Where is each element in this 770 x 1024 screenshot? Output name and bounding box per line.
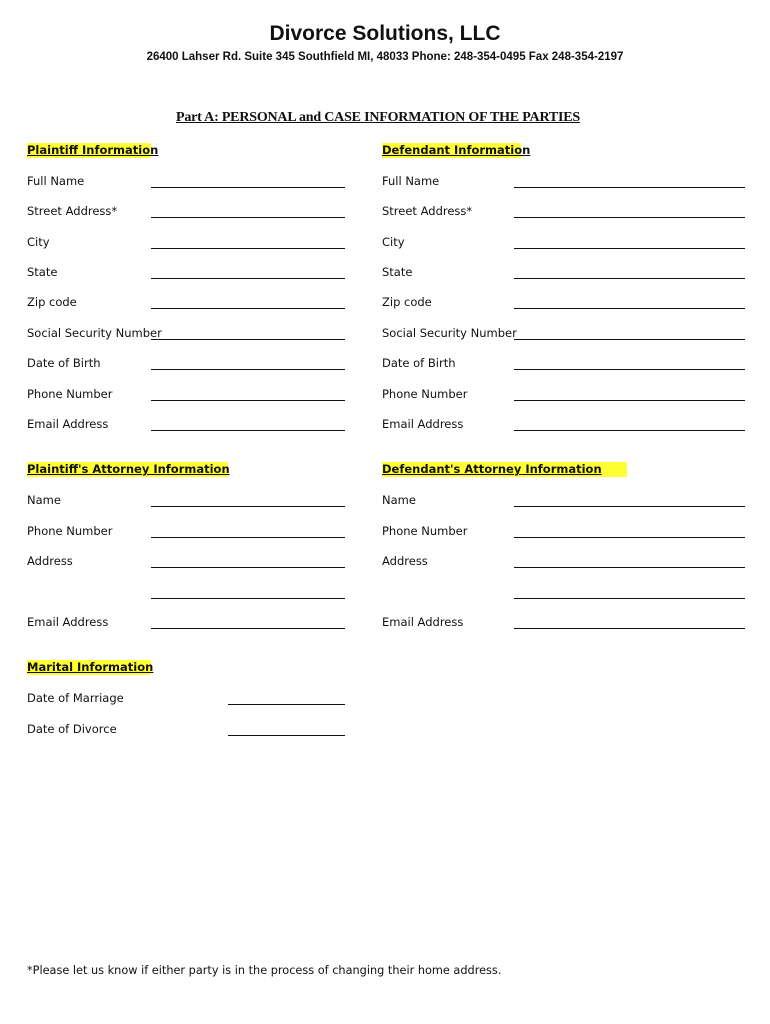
defendant-attorney-email-label: Email Address [382, 615, 464, 629]
plaintiff-ssn-field[interactable] [151, 339, 345, 340]
plaintiff-street-address-field[interactable] [151, 217, 345, 218]
plaintiff-city-label: City [27, 235, 50, 249]
defendant-attorney-address-label: Address [382, 554, 428, 568]
plaintiff-city-field[interactable] [151, 248, 345, 249]
date-of-divorce-label: Date of Divorce [27, 722, 117, 736]
company-title: Divorce Solutions, LLC [269, 22, 501, 45]
company-address: 26400 Lahser Rd. Suite 345 Southfield MI, 48033 Phone: 248-354-0495 Fax 248-354-2197 [146, 51, 624, 63]
defendant-zip-label: Zip code [382, 295, 432, 309]
defendant-ssn-field[interactable] [514, 339, 745, 340]
plaintiff-attorney-address-line-2-field[interactable] [151, 598, 345, 599]
defendant-attorney-name-field[interactable] [514, 506, 745, 507]
plaintiff-zip-field[interactable] [151, 308, 345, 309]
defendant-full-name-field[interactable] [514, 187, 745, 188]
plaintiff-info-heading: Plaintiff Information [27, 143, 159, 157]
plaintiff-zip-label: Zip code [27, 295, 77, 309]
date-of-marriage-field[interactable] [228, 704, 345, 705]
plaintiff-email-field[interactable] [151, 430, 345, 431]
defendant-dob-label: Date of Birth [382, 356, 456, 370]
plaintiff-attorney-name-field[interactable] [151, 506, 345, 507]
plaintiff-full-name-field[interactable] [151, 187, 345, 188]
defendant-attorney-address-field[interactable] [514, 567, 745, 568]
defendant-phone-field[interactable] [514, 400, 745, 401]
defendant-attorney-address-line-2-field[interactable] [514, 598, 745, 599]
plaintiff-state-field[interactable] [151, 278, 345, 279]
plaintiff-state-label: State [27, 265, 58, 279]
plaintiff-full-name-label: Full Name [27, 174, 85, 188]
defendant-dob-field[interactable] [514, 369, 745, 370]
plaintiff-attorney-name-label: Name [27, 493, 61, 507]
defendant-attorney-heading: Defendant's Attorney Information [382, 462, 627, 477]
defendant-attorney-email-field[interactable] [514, 628, 745, 629]
date-of-marriage-label: Date of Marriage [27, 691, 124, 705]
defendant-email-label: Email Address [382, 417, 464, 431]
plaintiff-dob-field[interactable] [151, 369, 345, 370]
defendant-state-field[interactable] [514, 278, 745, 279]
date-of-divorce-field[interactable] [228, 735, 345, 736]
defendant-street-address-field[interactable] [514, 217, 745, 218]
defendant-full-name-label: Full Name [382, 174, 440, 188]
plaintiff-phone-field[interactable] [151, 400, 345, 401]
plaintiff-attorney-email-field[interactable] [151, 628, 345, 629]
plaintiff-phone-label: Phone Number [27, 387, 113, 401]
plaintiff-attorney-address-field[interactable] [151, 567, 345, 568]
plaintiff-attorney-heading: Plaintiff's Attorney Information [27, 462, 230, 476]
address-change-footnote: *Please let us know if either party is in the process of changing their home address. [27, 964, 502, 977]
defendant-attorney-name-label: Name [382, 493, 416, 507]
defendant-zip-field[interactable] [514, 308, 745, 309]
defendant-city-field[interactable] [514, 248, 745, 249]
defendant-attorney-phone-label: Phone Number [382, 524, 468, 538]
defendant-info-heading: Defendant Information [382, 143, 531, 157]
plaintiff-attorney-email-label: Email Address [27, 615, 109, 629]
plaintiff-attorney-phone-field[interactable] [151, 537, 345, 538]
defendant-attorney-phone-field[interactable] [514, 537, 745, 538]
plaintiff-street-address-label: Street Address* [27, 204, 118, 218]
marital-info-heading: Marital Information [27, 660, 154, 674]
plaintiff-dob-label: Date of Birth [27, 356, 101, 370]
plaintiff-attorney-phone-label: Phone Number [27, 524, 113, 538]
defendant-ssn-label: Social Security Number [382, 326, 517, 340]
plaintiff-ssn-label: Social Security Number [27, 326, 162, 340]
part-a-title: Part A: PERSONAL and CASE INFORMATION OF THE PARTIES [176, 110, 580, 125]
plaintiff-attorney-address-label: Address [27, 554, 73, 568]
defendant-street-address-label: Street Address* [382, 204, 473, 218]
defendant-email-field[interactable] [514, 430, 745, 431]
plaintiff-email-label: Email Address [27, 417, 109, 431]
defendant-state-label: State [382, 265, 413, 279]
defendant-phone-label: Phone Number [382, 387, 468, 401]
defendant-city-label: City [382, 235, 405, 249]
